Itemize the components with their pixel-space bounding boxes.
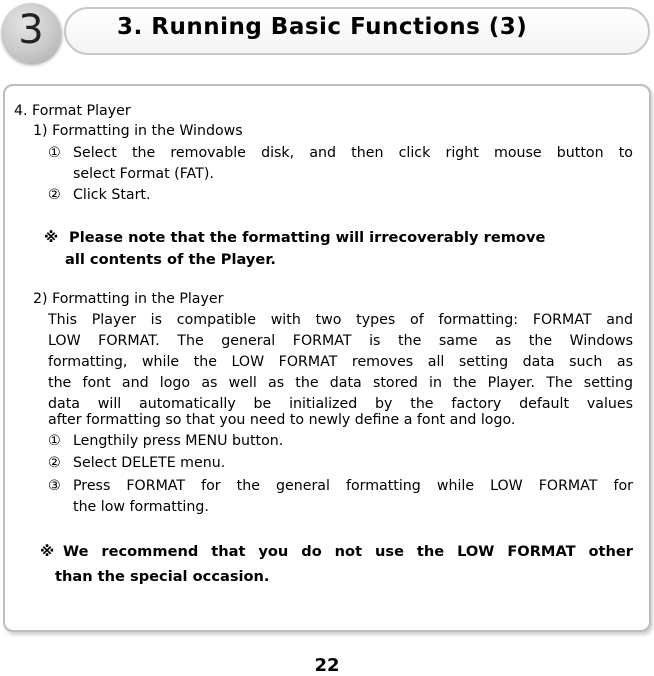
section-number-badge bbox=[1, 3, 61, 63]
step-marker: ① bbox=[48, 145, 61, 161]
paragraph-line: LOW FORMAT. The general FORMAT is the same as the Windows bbox=[48, 333, 633, 349]
paragraph-line: data will automatically be initialized by the factory default values bbox=[48, 396, 633, 412]
step-marker: ② bbox=[48, 455, 61, 471]
step-text: Click Start. bbox=[73, 187, 151, 203]
section-number: 3 bbox=[18, 7, 44, 53]
step-text: Lengthily press MENU button. bbox=[73, 433, 284, 449]
paragraph-line: formatting, while the LOW FORMAT removes all setting data such as bbox=[48, 354, 633, 370]
step-text: the low formatting. bbox=[73, 499, 209, 515]
step-text: Select DELETE menu. bbox=[73, 455, 226, 471]
section-heading: 4. Format Player bbox=[14, 103, 131, 119]
note-mark: ※ bbox=[40, 543, 55, 560]
step-marker: ① bbox=[48, 433, 61, 449]
step-text: Select the removable disk, and then click right mouse button to bbox=[73, 145, 633, 161]
subsection-1-title: 1) Formatting in the Windows bbox=[33, 123, 243, 139]
subsection-2-title: 2) Formatting in the Player bbox=[33, 291, 224, 307]
warning-note-line: all contents of the Player. bbox=[65, 251, 276, 268]
note-mark: ※ bbox=[44, 229, 59, 246]
warning-note-line: Please note that the formatting will irrecoverably remove bbox=[69, 229, 546, 246]
step-text: Press FORMAT for the general formatting while LOW FORMAT for bbox=[73, 478, 633, 494]
step-marker: ③ bbox=[48, 478, 61, 494]
paragraph-line: after formatting so that you need to newly define a font and logo. bbox=[48, 412, 516, 428]
recommend-note-line: than the special occasion. bbox=[55, 568, 270, 585]
step-marker: ② bbox=[48, 187, 61, 203]
paragraph-line: the font and logo as well as the data stored in the Player. The setting bbox=[48, 375, 633, 391]
page-number: 22 bbox=[314, 655, 340, 676]
page-title: 3. Running Basic Functions (3) bbox=[117, 14, 528, 40]
recommend-note-line: We recommend that you do not use the LOW FORMAT other bbox=[63, 543, 633, 560]
paragraph-line: This Player is compatible with two types of formatting: FORMAT and bbox=[48, 312, 633, 328]
step-text: select Format (FAT). bbox=[73, 166, 214, 182]
